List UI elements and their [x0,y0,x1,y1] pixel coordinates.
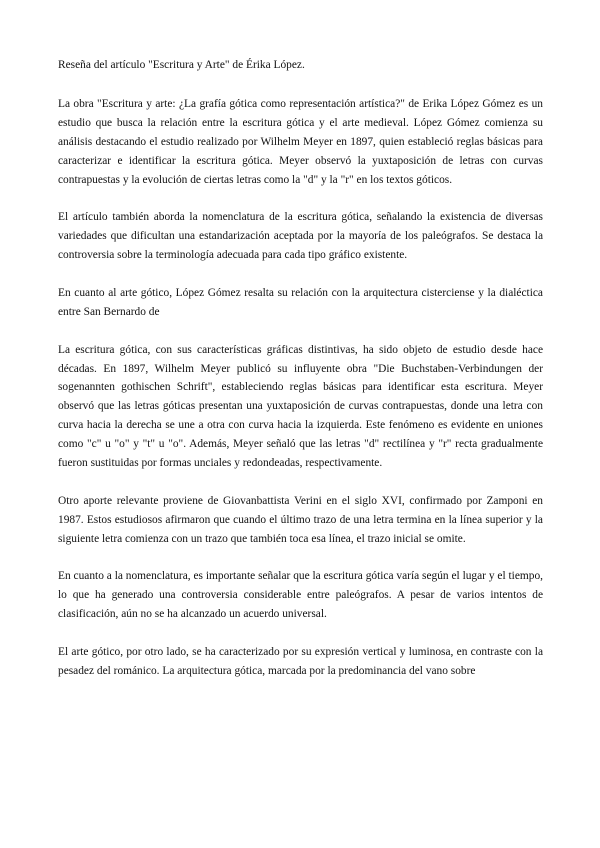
paragraph-1: La obra "Escritura y arte: ¿La grafía gótica como representación artística?" de Erika López Gómez es un estudio que busca la relación entre la escritura gótica y el arte medieval. López Gómez comienza su análisis destacando el estudio realizado por Wilhelm Meyer en 1897, quien estableció reglas básicas para caracterizar e identificar la escritura gótica. Meyer observó la yuxtaposición de letras con curvas contrapuestas y la evolución de ciertas letras como la "d" y la "r" en los textos góticos. [58,97,543,186]
paragraph-2: El artículo también aborda la nomenclatura de la escritura gótica, señalando la existencia de diversas variedades que dificultan una estandarización aceptada por la mayoría de los paleógrafos. Se destaca la controversia sobre la terminología adecuada para cada tipo gráfico existente. [58,211,543,262]
document-page [58,56,543,700]
document-title: Reseña del artículo "Escritura y Arte" de Érika López. [58,59,305,71]
paragraph-5: Otro aporte relevante proviene de Giovanbattista Verini en el siglo XVI, confirmado por Zamponi en 1987. Estos estudiosos afirmaron que cuando el último trazo de una letra termina en la línea superior y la siguiente letra comienza con un trazo que también toca esa línea, el trazo inicial se omite. [58,494,543,545]
paragraph-6: En cuanto a la nomenclatura, es importante señalar que la escritura gótica varía según el lugar y el tiempo, lo que ha generado una controversia considerable entre paleógrafos. A pesar de varios intentos de clasificación, aún no se ha alcanzado un acuerdo universal. [58,570,543,621]
paragraph-7: El arte gótico, por otro lado, se ha caracterizado por su expresión vertical y luminosa, en contraste con la pesadez del románico. La arquitectura gótica, marcada por la predominancia del vano sobre [58,646,543,677]
paragraph-3: En cuanto al arte gótico, López Gómez resalta su relación con la arquitectura cisterciense y la dialéctica entre San Bernardo de [58,286,543,318]
paragraph-4: La escritura gótica, con sus características gráficas distintivas, ha sido objeto de estudio desde hace décadas. En 1897, Wilhelm Meyer publicó su influyente obra "Die Buchstaben-Verbindungen der sogenannten gothischen Schrift", estableciendo reglas básicas para identificar esta escritura. Meyer observó que las letras góticas presentan una yuxtaposición de curvas contrapuestas, donde una letra con curva hacia la derecha se une a otra con curva hacia la izquierda. Este fenómeno es evidente en uniones como "c" u "o" y "t" u "o". Además, Meyer señaló que las letras "d" rectilínea y "r" recta gradualmente fueron sustituidas por formas unciales y redondeadas, respectivamente. [58,343,543,470]
